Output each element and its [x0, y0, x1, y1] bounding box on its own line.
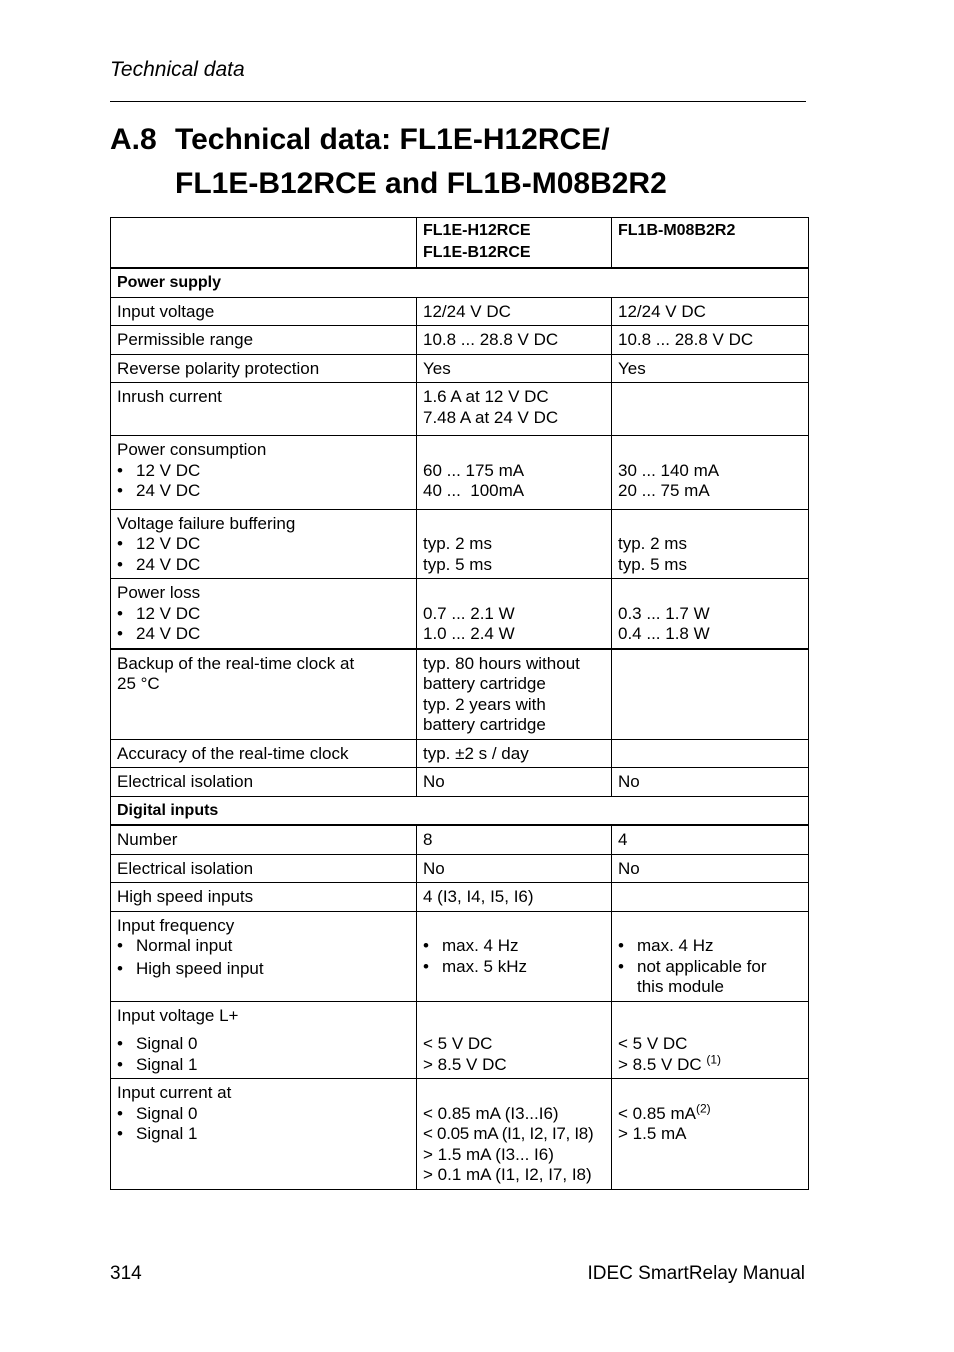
manual-title: IDEC SmartRelay Manual — [587, 1263, 805, 1284]
table-row: Input frequency • Normal input • High speed input • max. 4 Hz • max. 5 kHz • max. 4 Hz • not applicable for this module — [111, 911, 809, 1001]
table-row: Voltage failure buffering • 12 V DC • 24 V DC typ. 2 ms typ. 5 ms typ. 2 ms typ. 5 ms — [111, 509, 809, 579]
table-row: Input voltage L+ • Signal 0 • Signal 1 < 5 V DC > 8.5 V DC < 5 V DC > 8.5 V DC $^{(1)}$ — [111, 1001, 809, 1079]
table-row: Accuracy of the real-time clock typ. ±2 s / day — [111, 739, 809, 768]
table-row: High speed inputs 4 (I3, I4, I5, I6) — [111, 883, 809, 912]
section-row-power-supply: Power supply — [111, 268, 809, 297]
table-row: Inrush current 1.6 A at 12 V DC 7.48 A at 24 V DC — [111, 383, 809, 436]
section-row-digital-inputs: Digital inputs — [111, 796, 809, 825]
table-row: Power consumption • 12 V DC • 24 V DC 60 ... 175 mA 40 ... 100mA 30 ... 140 mA 20 ... 75 mA — [111, 436, 809, 510]
section-title-line1: Technical data: FL1E-H12RCE/ — [175, 123, 610, 156]
section-number: A.8 — [110, 123, 157, 156]
section-title-line2: FL1E-B12RCE and FL1B-M08B2R2 — [175, 167, 667, 200]
technical-data-table — [110, 217, 809, 1190]
table-row: Electrical isolation No No — [111, 854, 809, 883]
table-row: Input current at • Signal 0 • Signal 1 < 0.85 mA (I3...I6) < 0.05 mA (I1, I2, I7, I8) > 1.5 mA (I3... I6) > 0.1 mA (I1, I2, I7, I8) < 0.85 $mA^{(2)}$ > 1.5 mA — [111, 1079, 809, 1190]
table-row: Electrical isolation No No — [111, 768, 809, 797]
footnote-ref-1: (1) — [706, 1051, 722, 1066]
table-row: Backup of the real-time clock at 25 °C typ. 80 hours without battery cartridge typ. 2 years with battery cartridge — [111, 649, 809, 740]
table-row: Power loss • 12 V DC • 24 V DC 0.7 ... 2.1 W 1.0 ... 2.4 W 0.3 ... 1.7 W 0.4 ... 1.8 W — [111, 579, 809, 649]
header-rule — [110, 101, 806, 102]
page-number: 314 — [110, 1263, 142, 1284]
header-cell-fl1e: FL1E-H12RCE FL1E-B12RCE — [417, 218, 612, 269]
table-row: Number 8 4 — [111, 825, 809, 854]
footnote-ref-2: (2) — [695, 1100, 711, 1115]
table-row: Input voltage 12/24 V DC 12/24 V DC — [111, 297, 809, 326]
table-row: Permissible range 10.8 ... 28.8 V DC 10.8 ... 28.8 V DC — [111, 326, 809, 355]
header-cell-empty — [111, 218, 417, 269]
table-row: Reverse polarity protection Yes Yes — [111, 354, 809, 383]
header-cell-fl1b: FL1B-M08B2R2 — [612, 218, 809, 269]
table-header-row — [111, 218, 809, 269]
running-head: Technical data — [110, 58, 245, 81]
